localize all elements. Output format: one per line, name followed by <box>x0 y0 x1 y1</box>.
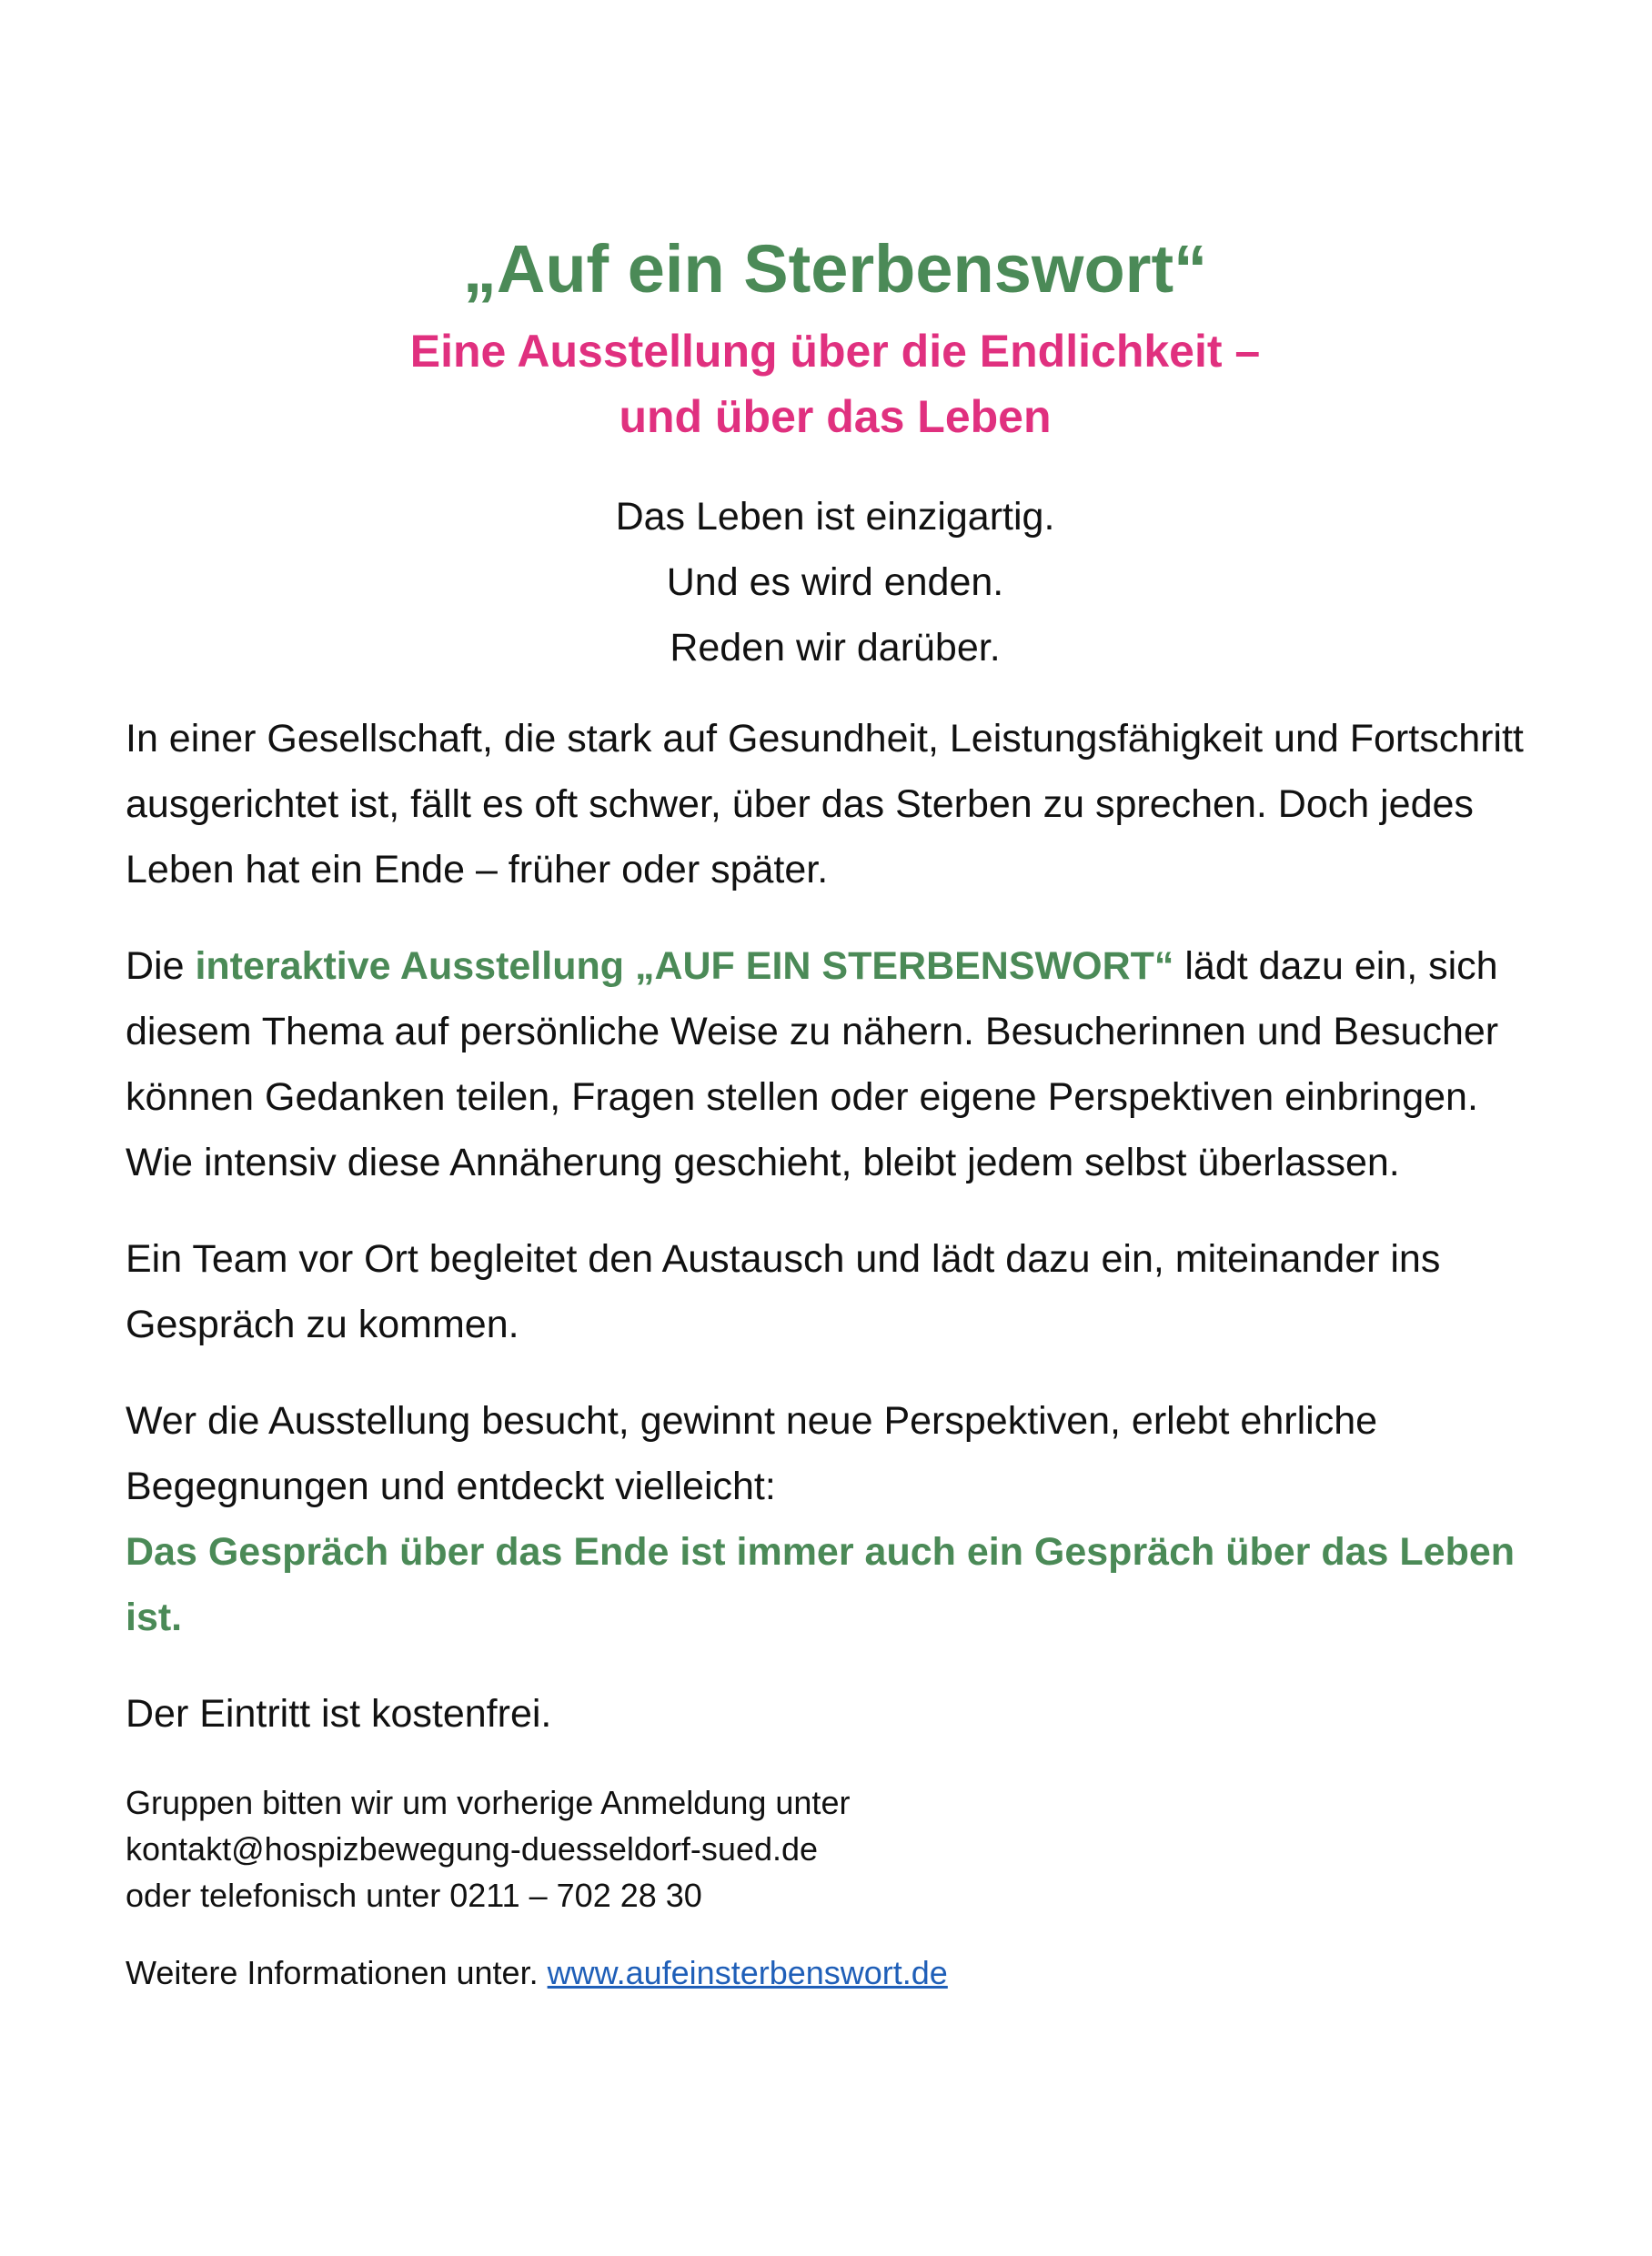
subtitle-line-2: und über das Leben <box>619 391 1052 442</box>
page-title: „Auf ein Sterbenswort“ <box>462 231 1208 307</box>
contact-block <box>126 1779 1545 1919</box>
paragraph-exhibition-suffix: lädt dazu ein, sich diesem Thema auf persönliche Weise zu nähern. Besucherinnen und Besucher können Gedanken teilen, Fragen stellen oder eigene Perspektiven einbringen. Wie intensiv diese Annäherung geschieht, bleibt jedem selbst überlassen. <box>126 944 1499 1184</box>
subtitle <box>126 318 1545 449</box>
paragraph-exhibition <box>126 933 1545 1195</box>
closing-emphasis: Das Gespräch über das Ende ist immer auch ein Gespräch über das Leben ist. <box>126 1530 1516 1639</box>
subtitle-line-1: Eine Ausstellung über die Endlichkeit – <box>409 326 1261 377</box>
paragraph-exhibition-prefix: Die <box>126 944 196 988</box>
paragraph-society: In einer Gesellschaft, die stark auf Gesundheit, Leistungsfähigkeit und Fortschritt ausgerichtet ist, fällt es oft schwer, über das Sterben zu sprechen. Doch jedes Leben hat ein Ende – früher oder später. <box>126 717 1524 891</box>
contact-email: kontakt@hospizbewegung-duesseldorf-sued.de <box>126 1830 819 1868</box>
admission-note: Der Eintritt ist kostenfrei. <box>126 1692 552 1736</box>
flyer-content <box>126 226 1545 1996</box>
paragraph-team: Ein Team vor Ort begleitet den Austausch und lädt dazu ein, miteinander ins Gespräch zu kommen. <box>126 1237 1441 1346</box>
contact-line-1: Gruppen bitten wir um vorherige Anmeldung unter <box>126 1784 851 1821</box>
verse-line-3: Reden wir darüber. <box>670 626 1001 670</box>
contact-phone: oder telefonisch unter 0211 – 702 28 30 <box>126 1877 702 1914</box>
paragraph-visitors: Wer die Ausstellung besucht, gewinnt neue Perspektiven, erlebt ehrliche Begegnungen und entdeckt vielleicht: <box>126 1399 1378 1508</box>
more-info <box>126 1949 1545 1996</box>
verse-line-1: Das Leben ist einzigartig. <box>615 495 1055 539</box>
exhibition-highlight: interaktive Ausstellung „AUF EIN STERBENSWORT“ <box>195 944 1174 988</box>
verse-line-2: Und es wird enden. <box>666 560 1004 604</box>
intro-verse <box>126 484 1545 680</box>
website-link[interactable]: www.aufeinsterbenswort.de <box>547 1954 948 1991</box>
more-info-label: Weitere Informationen unter. <box>126 1954 548 1991</box>
